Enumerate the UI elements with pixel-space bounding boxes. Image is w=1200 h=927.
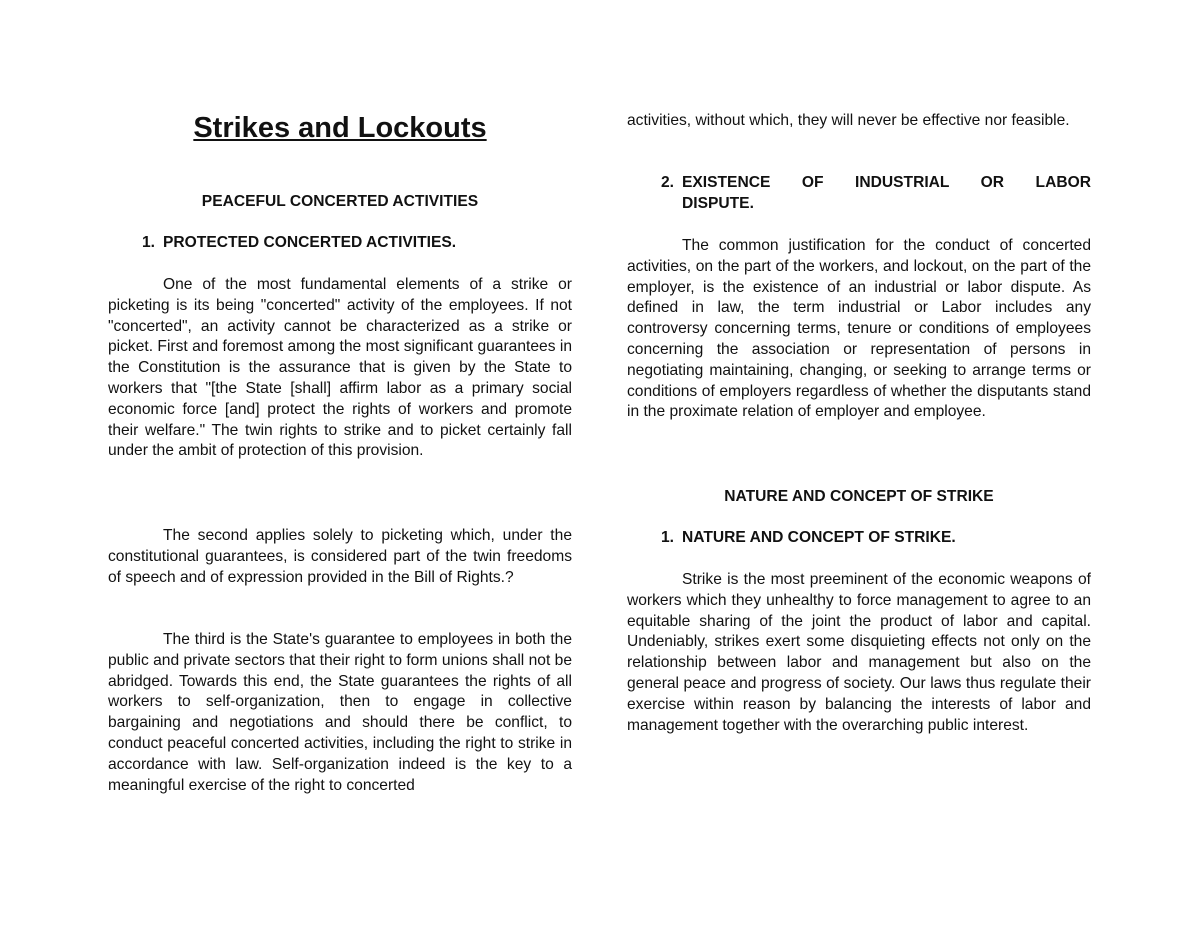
paragraph-picketing: The second applies solely to picketing which, under the constitutional guarantees, is considered part of the twin freedoms of speech and of expression provided in the Bill of Rights.? <box>108 527 572 586</box>
list-number: 1. <box>660 529 674 546</box>
heading-existence-of-dispute <box>627 173 1091 215</box>
list-number: 2. <box>660 174 674 191</box>
paragraph-strike-definition: Strike is the most preeminent of the economic weapons of workers which they unhealthy to force management to agree to an equitable sharing of the joint the product of labor and capital. Undeniably, strikes exert some disquieting effects not only on the relationship between labor and management but also on the general peace and progress of society. Our laws thus regulate their exercise within reason by balancing the interests of labor and management together with the overarching public interest. <box>627 571 1091 734</box>
list-heading-block <box>682 173 1091 215</box>
list-heading-line: DISPUTE. <box>682 194 754 212</box>
list-number: 1. <box>141 234 155 251</box>
heading-protected-concerted-activities <box>108 233 572 254</box>
list-heading-text: NATURE AND CONCEPT OF STRIKE. <box>682 529 956 546</box>
document-title: Strikes and Lockouts <box>193 112 487 144</box>
heading-nature-and-concept-of-strike <box>627 528 1091 549</box>
paragraph-continuation: activities, without which, they will never be effective nor feasible. <box>627 112 1070 129</box>
list-heading-text: PROTECTED CONCERTED ACTIVITIES. <box>163 234 457 251</box>
section-heading-nature-of-strike: NATURE AND CONCEPT OF STRIKE <box>724 488 994 505</box>
paragraph-labor-dispute: The common justification for the conduct of concerted activities, on the part of the workers, and lockout, on the part of the employer, is the existence of an industrial or labor dispute. As defined in law, the term industrial or Labor includes any controversy concerning terms, tenure or conditions of employees concerning the association or representation of persons in negotiating maintaining, changing, or seeking to arrange terms or conditions of employers regardless of whether the disputants stand in the proximate relation of employer and employee. <box>627 237 1091 421</box>
section-heading-peaceful-concerted-activities: PEACEFUL CONCERTED ACTIVITIES <box>201 193 479 210</box>
paragraph-self-organization: The third is the State's guarantee to employees in both the public and private sectors that their right to form unions shall not be abridged. Towards this end, the State guarantees the rights of all workers to self-organization, then to engage in collective bargaining and negotiations and should there be conflict, to conduct peaceful concerted activities, including the right to strike in accordance with law. Self-organization indeed is the key to a meaningful exercise of the right to concerted <box>108 631 572 794</box>
paragraph-concerted-activity: One of the most fundamental elements of a strike or picketing is its being "concerted" activity of the employees. If not "concerted", an activity cannot be characterized as a strike or picket. First and foremost among the most significant guarantees in the Constitution is the assurance that is given by the State to workers that "[the State [shall] affirm labor as a primary social economic force [and] protect the rights of workers and promote their welfare." The twin rights to strike and to picket certainly fall under the ambit of protection of this provision. <box>108 276 572 460</box>
list-heading-line: EXISTENCE OF INDUSTRIAL OR LABOR <box>682 174 1091 191</box>
